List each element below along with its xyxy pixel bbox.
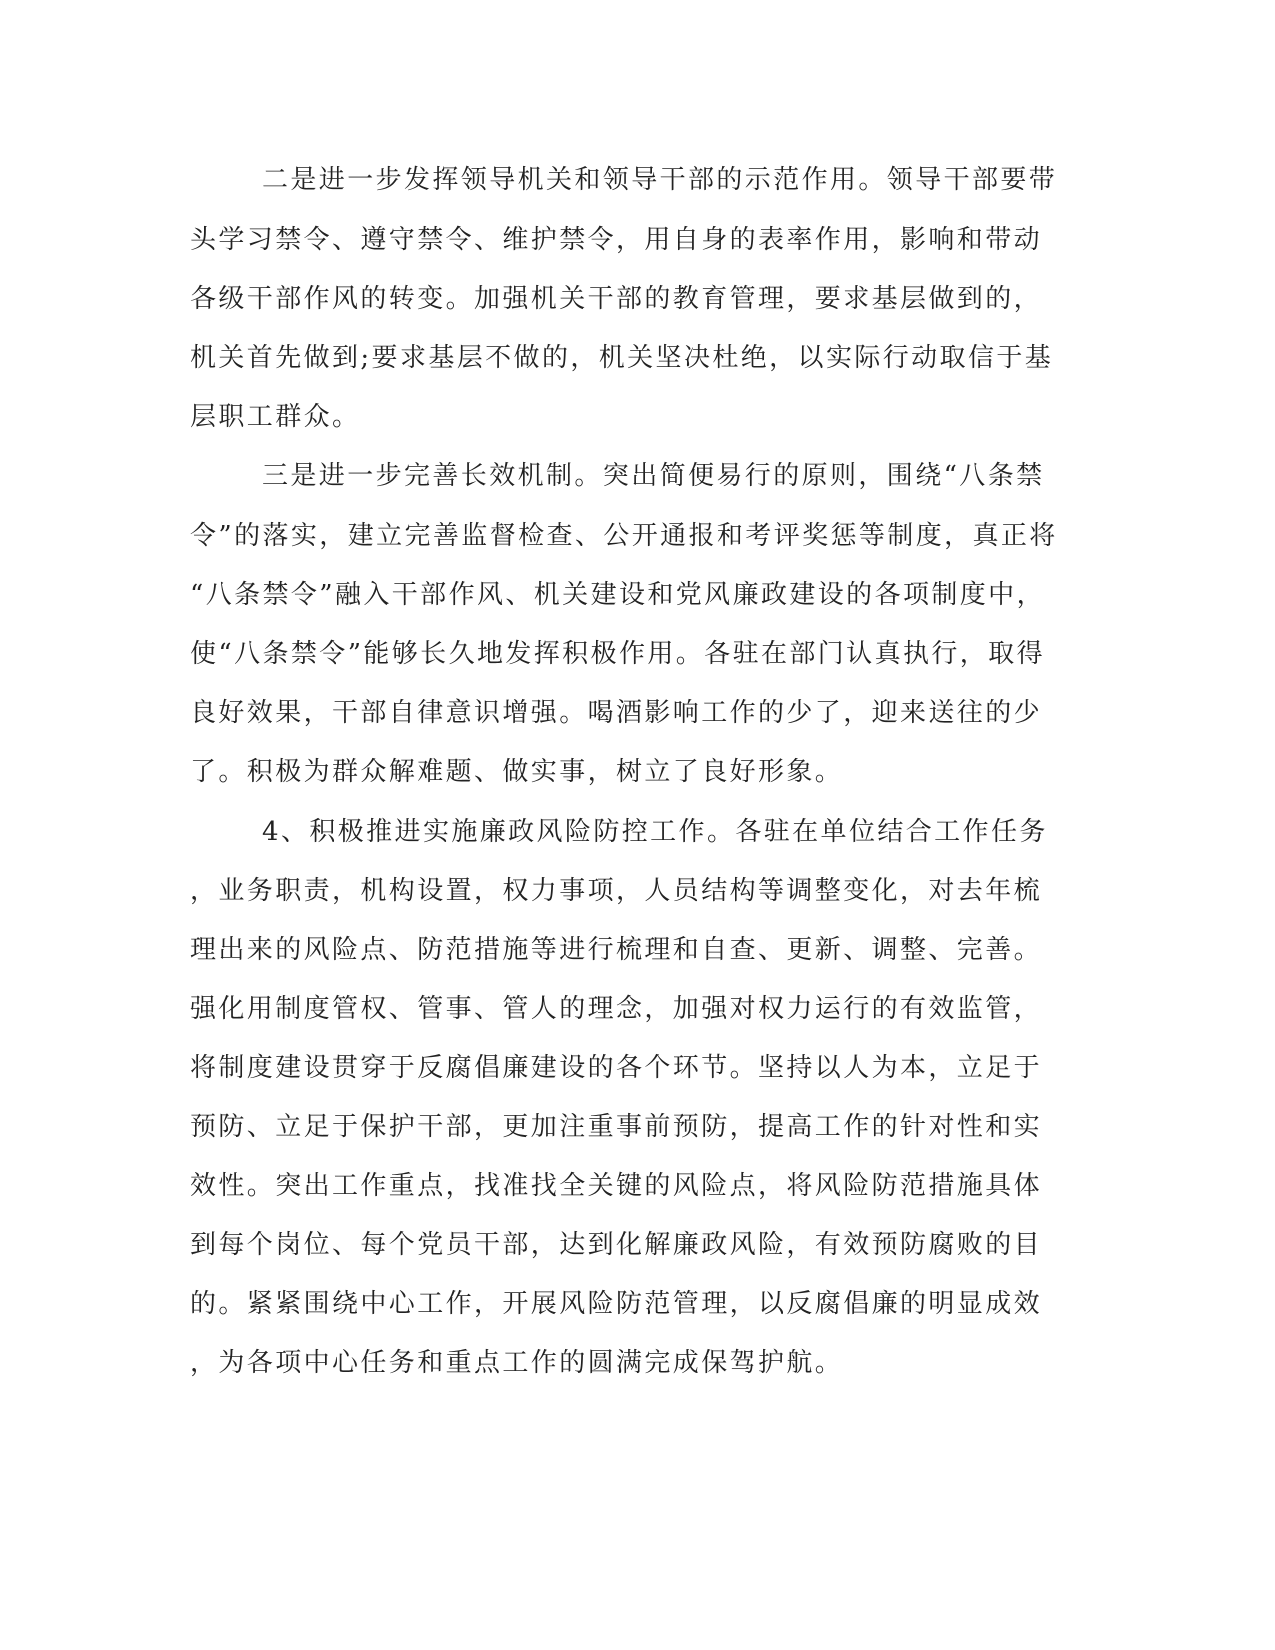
paragraph-line: ，业务职责，机构设置，权力事项，人员结构等调整变化，对去年梳: [190, 876, 1043, 906]
paragraph-line: 效性。突出工作重点，找准找全关键的风险点，将风险防范措施具体: [190, 1171, 1043, 1201]
paragraph-line: 使“八条禁令”能够长久地发挥积极作用。各驻在部门认真执行，取得: [190, 639, 1045, 669]
paragraph-line: 良好效果，干部自律意识增强。喝酒影响工作的少了，迎来送往的少: [190, 698, 1043, 728]
paragraph-line: 各级干部作风的转变。加强机关干部的教育管理，要求基层做到的，: [190, 284, 1043, 314]
paragraph-line: 三是进一步完善长效机制。突出简便易行的原则，围绕“八条禁: [262, 461, 1045, 491]
paragraph-line: “八条禁令”融入干部作风、机关建设和党风廉政建设的各项制度中，: [190, 580, 1045, 610]
paragraph-line: 了。积极为群众解难题、做实事，树立了良好形象。: [190, 757, 844, 787]
paragraph-line: 理出来的风险点、防范措施等进行梳理和自查、更新、调整、完善。: [190, 935, 1043, 965]
paragraph-line: 强化用制度管权、管事、管人的理念，加强对权力运行的有效监管，: [190, 994, 1043, 1024]
paragraph-line: 4、积极推进实施廉政风险防控工作。各驻在单位结合工作任务: [262, 817, 1048, 847]
paragraph-line: 预防、立足于保护干部，更加注重事前预防，提高工作的针对性和实: [190, 1112, 1043, 1142]
paragraph-line: 层职工群众。: [190, 402, 361, 432]
paragraph-line: ，为各项中心任务和重点工作的圆满完成保驾护航。: [190, 1348, 844, 1378]
paragraph-line: 将制度建设贯穿于反腐倡廉建设的各个环节。坚持以人为本，立足于: [190, 1053, 1043, 1083]
paragraph-line: 二是进一步发挥领导机关和领导干部的示范作用。领导干部要带: [262, 165, 1058, 195]
paragraph-line: 到每个岗位、每个党员干部，达到化解廉政风险，有效预防腐败的目: [190, 1230, 1043, 1260]
paragraph-line: 头学习禁令、遵守禁令、维护禁令，用自身的表率作用，影响和带动: [190, 225, 1043, 255]
paragraph-line: 机关首先做到;要求基层不做的，机关坚决杜绝，以实际行动取信于基: [190, 343, 1054, 373]
paragraph-line: 的。紧紧围绕中心工作，开展风险防范管理，以反腐倡廉的明显成效: [190, 1289, 1043, 1319]
paragraph-line: 令”的落实，建立完善监督检查、公开通报和考评奖惩等制度，真正将: [190, 521, 1058, 551]
